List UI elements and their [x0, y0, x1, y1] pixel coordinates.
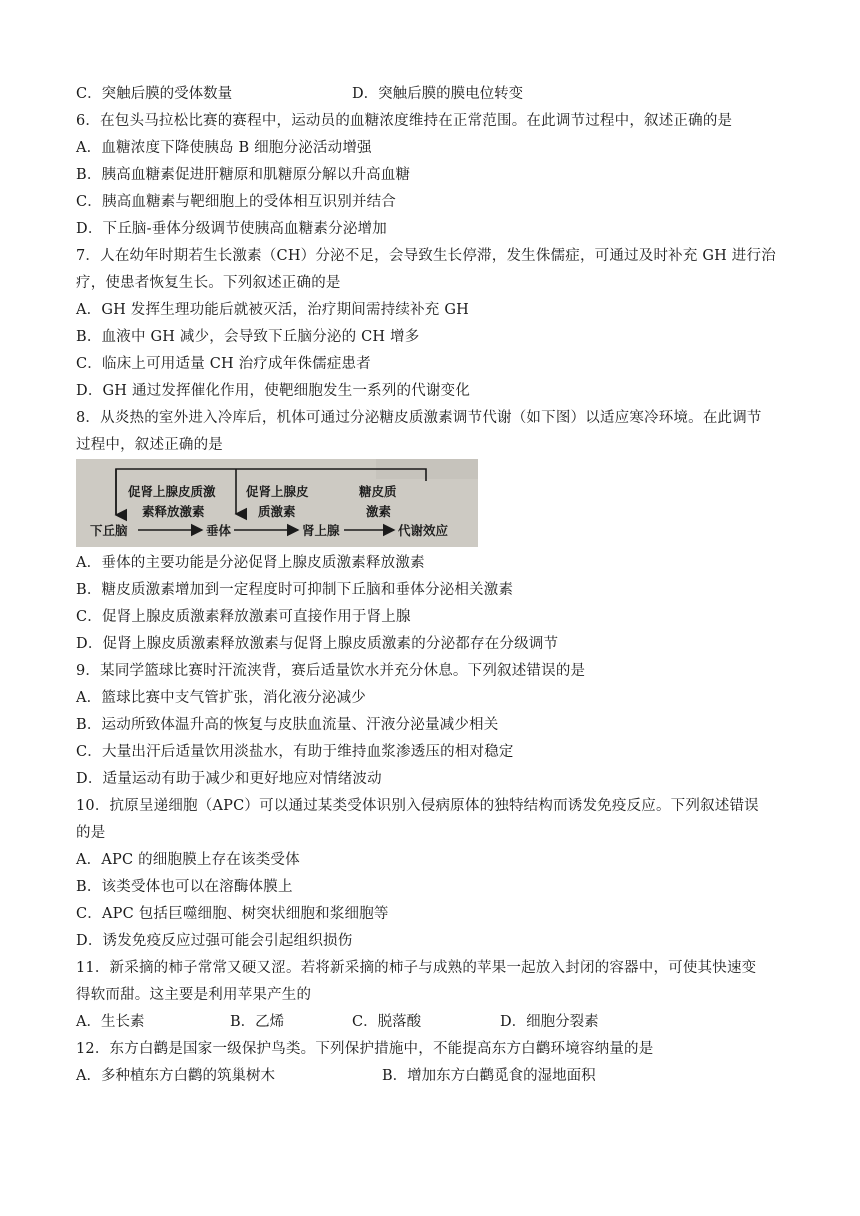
q8-stem-line2: 过程中，叙述正确的是: [76, 437, 223, 453]
hormone-gc-line1: 糖皮质: [359, 484, 397, 499]
q10-option-d: D．诱发免疫反应过强可能会引起组织损伤: [76, 933, 353, 949]
q12-option-a: A．多种植东方白鹳的筑巢树木: [76, 1068, 275, 1084]
hormone-gc-line2: 激素: [366, 504, 392, 519]
hormone-acth-line1: 促肾上腺皮: [246, 484, 309, 499]
q10-option-a: A．APC 的细胞膜上存在该类受体: [76, 852, 300, 868]
q7-option-b: B．血液中 GH 减少，会导致下丘脑分泌的 CH 增多: [76, 329, 420, 345]
q5-option-c: C．突触后膜的受体数量: [76, 86, 233, 102]
q6-option-a: A．血糖浓度下降使胰岛 B 细胞分泌活动增强: [76, 140, 372, 156]
q9-option-a: A．篮球比赛中支气管扩张，消化液分泌减少: [76, 690, 366, 706]
q8-option-b: B．糖皮质激素增加到一定程度时可抑制下丘脑和垂体分泌相关激素: [76, 582, 514, 598]
q9-option-d: D．适量运动有助于减少和更好地应对情绪波动: [76, 771, 382, 787]
q7-option-a: A．GH 发挥生理功能后就被灭活，治疗期间需持续补充 GH: [76, 302, 469, 318]
q6-option-b: B．胰高血糖素促进肝糖原和肌糖原分解以升高血糖: [76, 167, 411, 183]
regulation-diagram: [76, 459, 478, 547]
q8-option-c: C．促肾上腺皮质激素释放激素可直接作用于肾上腺: [76, 609, 411, 625]
q6-option-c: C．胰高血糖素与靶细胞上的受体相互识别并结合: [76, 194, 396, 210]
q11-stem-line1: 11．新采摘的柿子常常又硬又涩。若将新采摘的柿子与成熟的苹果一起放入封闭的容器中，可使其快速变: [76, 960, 757, 976]
hormone-acth-line2: 质激素: [258, 504, 296, 519]
q10-option-b: B．该类受体也可以在溶酶体膜上: [76, 879, 293, 895]
q8-option-d: D．促肾上腺皮质激素释放激素与促肾上腺皮质激素的分泌都存在分级调节: [76, 636, 559, 652]
node-adrenal: 肾上腺: [302, 523, 340, 538]
q12-stem: 12．东方白鹳是国家一级保护鸟类。下列保护措施中，不能提高东方白鹳环境容纳量的是: [76, 1041, 654, 1057]
q9-stem: 9．某同学篮球比赛时汗流浃背，赛后适量饮水并充分休息。下列叙述错误的是: [76, 663, 586, 679]
q10-stem-line1: 10．抗原呈递细胞（APC）可以通过某类受体识别入侵病原体的独特结构而诱发免疫反应。下列叙述错误: [76, 798, 759, 814]
q8-option-a: A．垂体的主要功能是分泌促肾上腺皮质激素释放激素: [76, 555, 425, 571]
q6-stem: 6．在包头马拉松比赛的赛程中，运动员的血糖浓度维持在正常范围。在此调节过程中，叙述正确的是: [76, 113, 733, 129]
q10-stem-line2: 的是: [76, 825, 106, 841]
q11-option-b: B．乙烯: [230, 1014, 285, 1030]
q9-option-b: B．运动所致体温升高的恢复与皮肤血流量、汗液分泌量减少相关: [76, 717, 499, 733]
q11-option-d: D．细胞分裂素: [500, 1014, 599, 1030]
q11-option-a: A．生长素: [76, 1014, 145, 1030]
q5-option-d: D．突触后膜的膜电位转变: [352, 86, 524, 102]
q7-option-d: D．GH 通过发挥催化作用，使靶细胞发生一系列的代谢变化: [76, 383, 471, 399]
hormone-crh-line1: 促肾上腺皮质激: [128, 484, 216, 499]
q6-option-d: D．下丘脑-垂体分级调节使胰高血糖素分泌增加: [76, 221, 387, 237]
q10-option-c: C．APC 包括巨噬细胞、树突状细胞和浆细胞等: [76, 906, 389, 922]
hormone-crh-line2: 素释放激素: [142, 504, 205, 519]
node-hypothalamus: 下丘脑: [90, 523, 128, 538]
q7-stem-line1: 7．人在幼年时期若生长激素（CH）分泌不足，会导致生长停滞，发生侏儒症，可通过及时补充 GH 进行治: [76, 248, 776, 264]
hormone-regulation-figure: [76, 459, 478, 547]
q11-stem-line2: 得软而甜。这主要是利用苹果产生的: [76, 987, 312, 1003]
q7-option-c: C．临床上可用适量 CH 治疗成年侏儒症患者: [76, 356, 371, 372]
q11-option-c: C．脱落酸: [352, 1014, 422, 1030]
q8-stem-line1: 8．从炎热的室外进入冷库后，机体可通过分泌糖皮质激素调节代谢（如下图）以适应寒冷环境。在此调节: [76, 410, 762, 426]
q9-option-c: C．大量出汗后适量饮用淡盐水，有助于维持血浆渗透压的相对稳定: [76, 744, 514, 760]
q7-stem-line2: 疗，使患者恢复生长。下列叙述正确的是: [76, 275, 341, 291]
node-pituitary: 垂体: [206, 523, 232, 538]
node-metabolic-effect: 代谢效应: [398, 523, 449, 538]
q12-option-b: B．增加东方白鹳觅食的湿地面积: [382, 1068, 596, 1084]
